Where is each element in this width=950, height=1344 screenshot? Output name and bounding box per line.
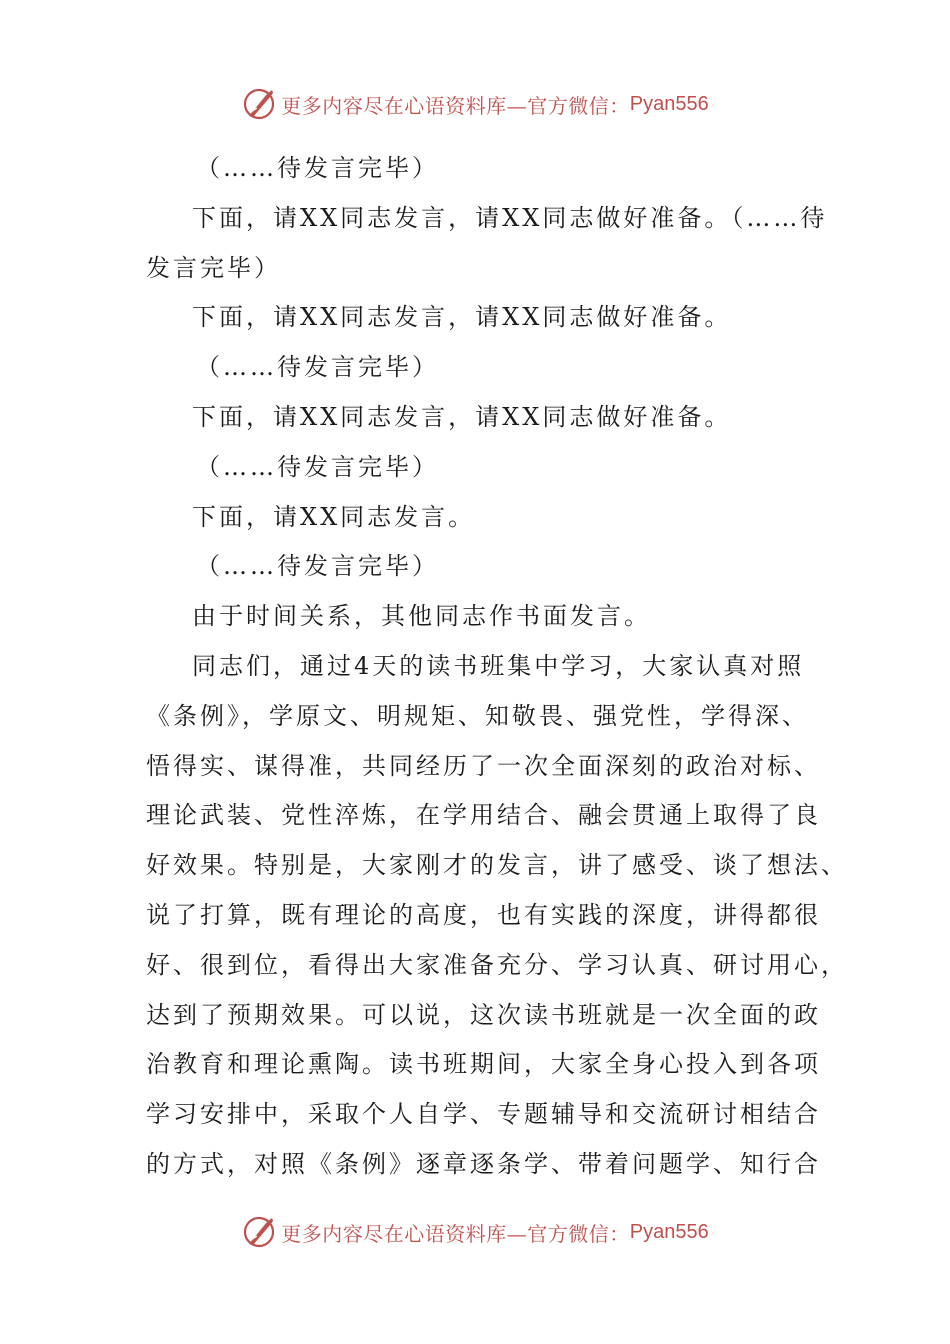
body-line: 由于时间关系，其他同志作书面发言。 xyxy=(192,602,651,631)
body-line: （……待发言完毕） xyxy=(196,552,439,581)
document-body xyxy=(146,144,848,1190)
body-line: 同志们，通过4天的读书班集中学习，大家认真对照 xyxy=(192,651,805,680)
body-line: 发言完毕） xyxy=(146,253,281,282)
quill-logo-icon xyxy=(241,86,277,122)
header-watermark-banner xyxy=(0,84,950,124)
body-line: 下面，请XX同志发言，请XX同志做好准备。 xyxy=(192,402,732,431)
body-line: 下面，请XX同志发言，请XX同志做好准备。（……待 xyxy=(192,203,828,232)
body-line: 悟得实、谋得准，共同经历了一次全面深刻的政治对标、 xyxy=(146,751,821,780)
body-line: （……待发言完毕） xyxy=(196,154,439,182)
body-line: 学习安排中，采取个人自学、专题辅导和交流研讨相结合 xyxy=(146,1100,821,1129)
banner-text: 更多内容尽在心语资料库—官方微信： xyxy=(281,93,630,118)
body-line: 的方式，对照《条例》逐章逐条学、带着问题学、知行合 xyxy=(146,1149,821,1178)
body-line: （……待发言完毕） xyxy=(196,353,439,382)
body-line: 下面，请XX同志发言。 xyxy=(192,502,476,531)
banner-text: 更多内容尽在心语资料库—官方微信： xyxy=(281,1221,630,1246)
footer-watermark-banner xyxy=(0,1212,950,1252)
body-line: 好效果。特别是，大家刚才的发言，讲了感受、谈了想法、 xyxy=(146,851,848,880)
banner-handle: Pyan556 xyxy=(629,1220,709,1243)
body-line: 理论武装、党性淬炼，在学用结合、融会贯通上取得了良 xyxy=(146,801,821,830)
quill-logo-icon xyxy=(241,1214,277,1250)
body-line: 说了打算，既有理论的高度，也有实践的深度，讲得都很 xyxy=(146,900,821,929)
body-line: （……待发言完毕） xyxy=(196,452,439,481)
banner-handle: Pyan556 xyxy=(629,92,709,115)
body-line: 好、很到位，看得出大家准备充分、学习认真、研讨用心， xyxy=(146,950,848,979)
body-line: 下面，请XX同志发言，请XX同志做好准备。 xyxy=(192,303,732,332)
body-line: 治教育和理论熏陶。读书班期间，大家全身心投入到各项 xyxy=(146,1050,821,1079)
body-line: 达到了预期效果。可以说，这次读书班就是一次全面的政 xyxy=(146,1000,821,1029)
body-line: 《条例》，学原文、明规矩、知敬畏、强党性，学得深、 xyxy=(146,701,809,730)
